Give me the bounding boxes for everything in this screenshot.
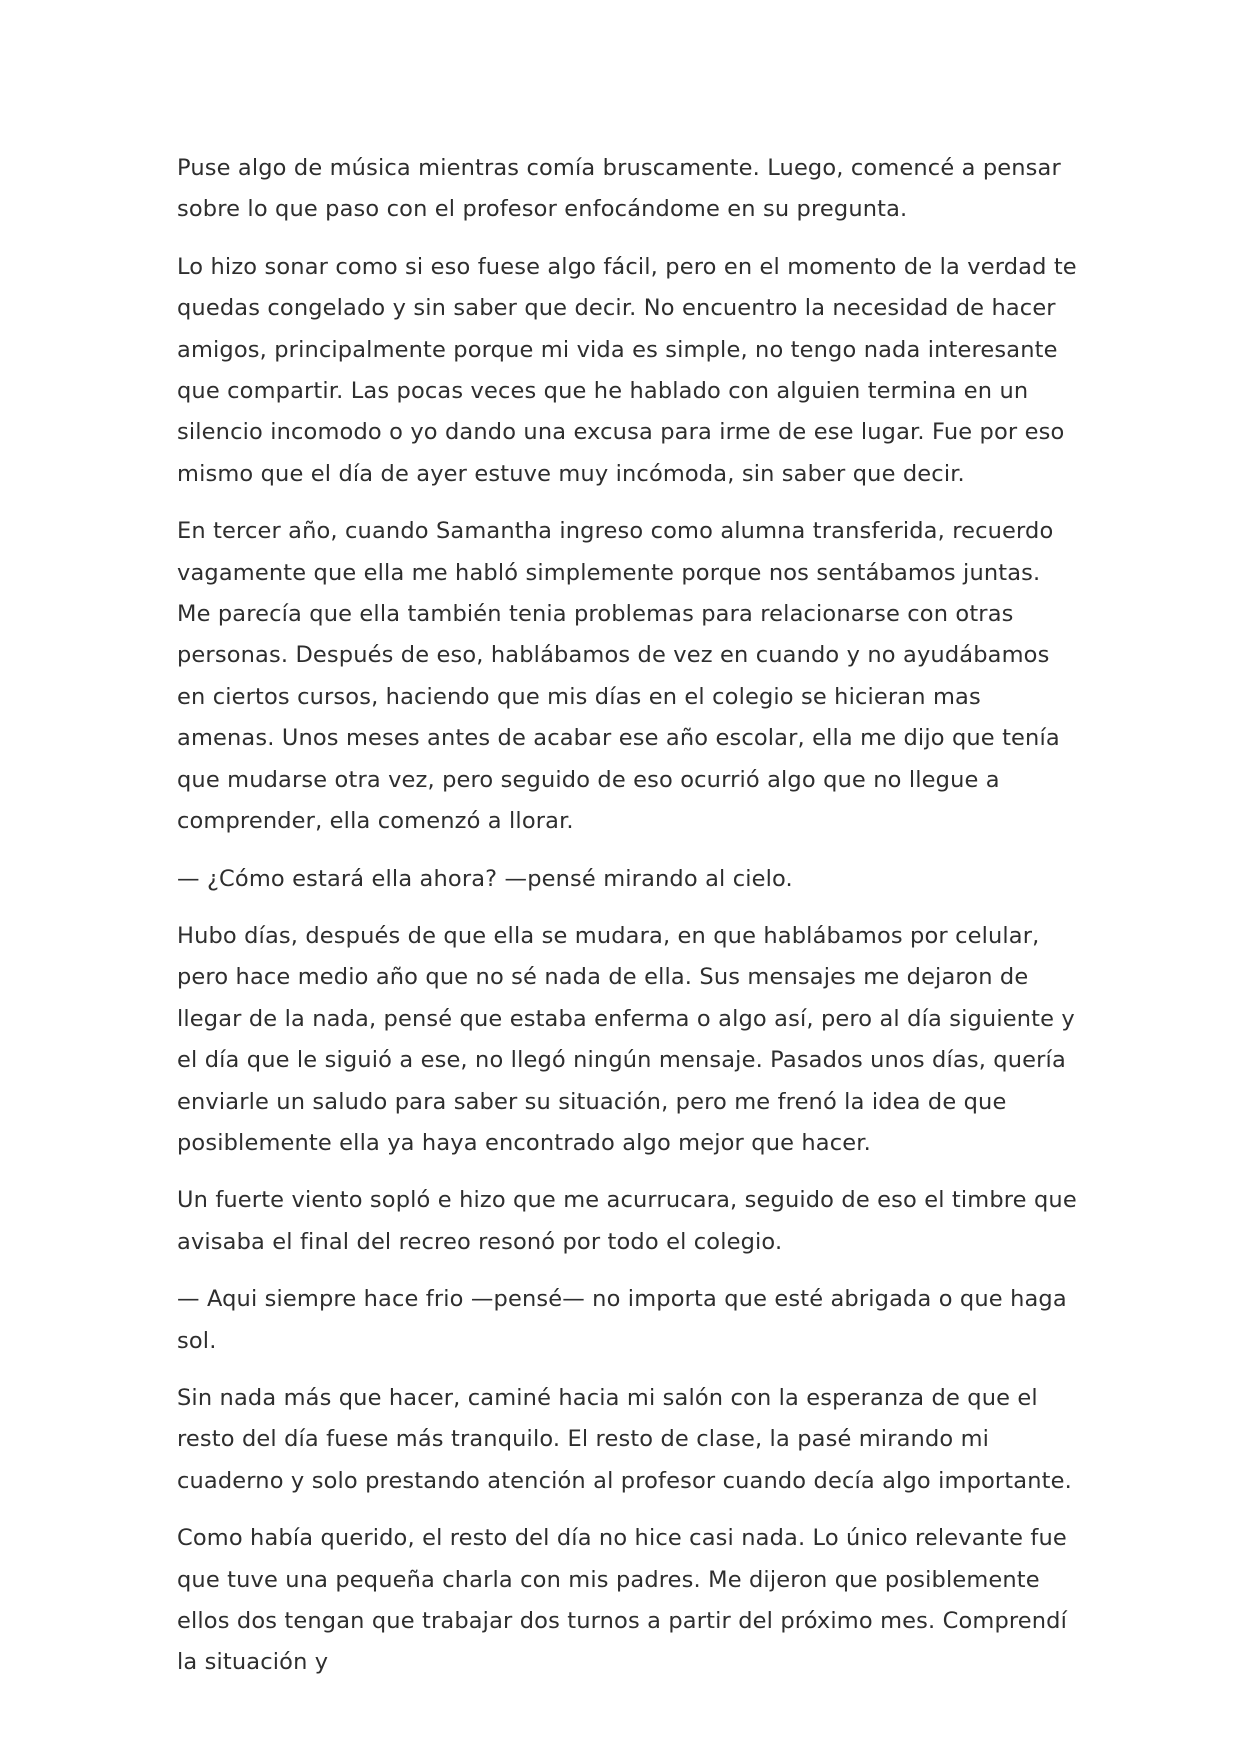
paragraph-1: Puse algo de música mientras comía bruscamente. Luego, comencé a pensar sobre lo que paso con el profesor enfocándome en su pregunta. (177, 155, 1061, 223)
document-body (177, 148, 1077, 1700)
paragraph-2: Lo hizo sonar como si eso fuese algo fácil, pero en el momento de la verdad te quedas congelado y sin saber que decir. No encuentro la necesidad de hacer amigos, principalmente porque mi vida es simple, no tengo nada interesante que compartir. Las pocas veces que he hablado con alguien termina en un silencio incomodo o yo dando una excusa para irme de ese lugar. Fue por eso mismo que el día de ayer estuve muy incómoda, sin saber que decir. (177, 253, 1077, 487)
dialogue-line-2: — Aqui siempre hace frio —pensé— no importa que esté abrigada o que haga sol. (177, 1286, 1067, 1354)
paragraph-3: En tercer año, cuando Samantha ingreso como alumna transferida, recuerdo vagamente que ella me habló simplemente porque nos sentábamos juntas. Me parecía que ella también tenia problemas para relacionarse con otras personas. Después de eso, hablábamos de vez en cuando y no ayudábamos en ciertos cursos, haciendo que mis días en el colegio se hicieran mas amenas. Unos meses antes de acabar ese año escolar, ella me dijo que tenía que mudarse otra vez, pero seguido de eso ocurrió algo que no llegue a comprender, ella comenzó a llorar. (177, 518, 1060, 835)
paragraph-5: Un fuerte viento sopló e hizo que me acurrucara, seguido de eso el timbre que avisaba el final del recreo resonó por todo el colegio. (177, 1187, 1077, 1255)
dialogue-line-1: — ¿Cómo estará ella ahora? —pensé mirando al cielo. (177, 865, 793, 892)
paragraph-4: Hubo días, después de que ella se mudara, en que hablábamos por celular, pero hace medio año que no sé nada de ella. Sus mensajes me dejaron de llegar de la nada, pensé que estaba enferma o algo así, pero al día siguiente y el día que le siguió a ese, no llegó ningún mensaje. Pasados unos días, quería enviarle un saludo para saber su situación, pero me frenó la idea de que posiblemente ella ya haya encontrado algo mejor que hacer. (177, 922, 1075, 1156)
paragraph-7: Como había querido, el resto del día no hice casi nada. Lo único relevante fue que tuve una pequeña charla con mis padres. Me dijeron que posiblemente ellos dos tengan que trabajar dos turnos a partir del próximo mes. Comprendí la situación y (177, 1525, 1068, 1676)
paragraph-6: Sin nada más que hacer, caminé hacia mi salón con la esperanza de que el resto del día fuese más tranquilo. El resto de clase, la pasé mirando mi cuaderno y solo prestando atención al profesor cuando decía algo importante. (177, 1384, 1072, 1494)
